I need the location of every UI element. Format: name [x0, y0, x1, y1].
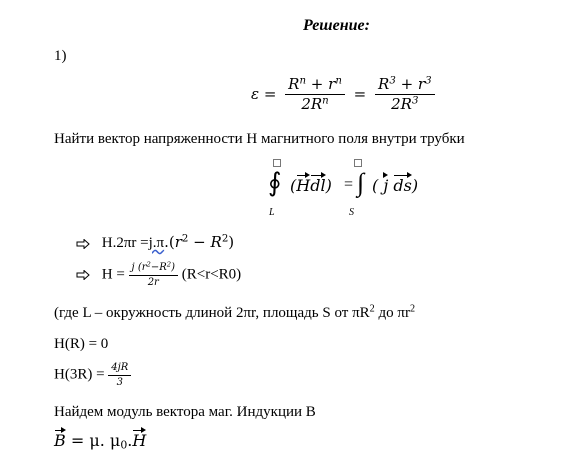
implies-arrow-icon: [76, 239, 90, 249]
fraction-2: $\frac{R^3 + r^3}{2R^3}$: [375, 76, 435, 114]
placeholder-box-icon: [273, 159, 281, 167]
radius-condition: (R<r<R0): [181, 266, 242, 283]
h-solution-equation: H = $\frac{j (r^2-R^2)}{2r}$ (R<r<R0): [76, 262, 241, 288]
h-at-r-text: H(R) = 0: [54, 336, 109, 352]
fraction-1: $\frac{R^n + r^n}{2R^n}$: [285, 76, 345, 114]
contour-integral-icon: ∮: [268, 168, 282, 197]
h-at-3r-text: H(3R) = $\frac{4jR}{3}$: [54, 362, 131, 388]
lower-limit-s: S: [349, 207, 354, 218]
h-vector: H: [132, 431, 147, 450]
find-h-text: Найти вектор напряженности H магнитного поля внутри трубки: [54, 131, 465, 147]
integral-icon: ∫: [357, 168, 365, 197]
epsilon-lhs: ε =: [251, 84, 277, 103]
ds-vector: ds: [393, 176, 412, 195]
implies-arrow-icon: [76, 270, 90, 280]
j-vector: j: [383, 176, 389, 195]
circulation-equation: ∮ (Hdl) = ∫ ( j ds) L S: [260, 156, 430, 222]
dl-vector: dl: [310, 176, 326, 195]
h-vector: H: [296, 176, 311, 195]
where-text: (где L – окружность длиной 2πr, площадь S от $\pi R^2$ до $\pi r^2$: [54, 303, 416, 321]
h-fraction: $\frac{j (r^2-R^2)}{2r}$: [129, 262, 178, 288]
solution-heading: Решение:: [303, 17, 370, 34]
item-number: 1): [54, 48, 67, 64]
lower-limit-l: L: [269, 207, 275, 218]
epsilon-equation: ε = $\frac{R^n + r^n}{2R^n}$ = $\frac{R^3 + r^3}{2R^3}$: [251, 76, 435, 114]
b-vector: B: [54, 431, 66, 450]
find-b-text: Найдем модуль вектора маг. Индукции B: [54, 404, 316, 420]
placeholder-box-icon: [354, 159, 362, 167]
h-2pir-equation: $H.2\pi r =j.\pi.(r^2 - R^2)$: [76, 233, 234, 252]
b-equation: B = μ. $\mu_0.H$: [54, 431, 147, 452]
h-3r-fraction: $\frac{4jR}{3}$: [108, 362, 131, 388]
